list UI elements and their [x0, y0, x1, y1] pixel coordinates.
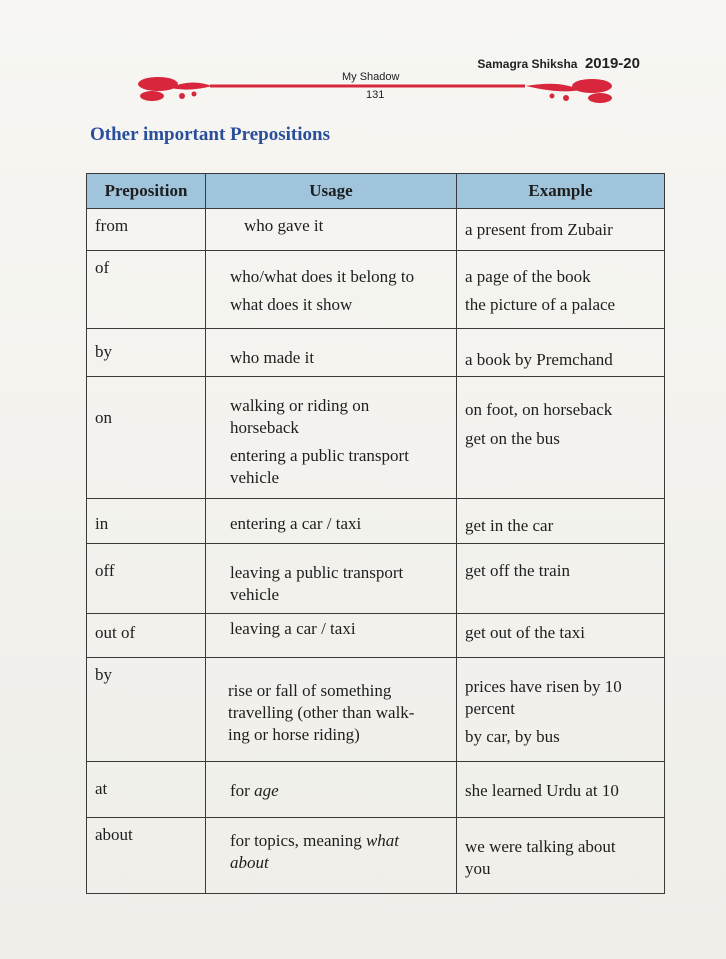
example-line: get in the car — [465, 516, 554, 535]
usage-emphasis-line: about — [230, 853, 269, 872]
example-cell — [457, 499, 665, 544]
header-preposition: Preposition — [87, 174, 206, 209]
usage-line: who made it — [230, 348, 315, 367]
prepositions-table — [86, 173, 665, 894]
usage-cell — [206, 251, 457, 329]
usage-cell — [206, 499, 457, 544]
book-title: My Shadow — [342, 71, 400, 83]
usage-line: what does it show — [230, 295, 353, 314]
preposition-cell: by — [87, 658, 206, 762]
usage-line: entering a public transport — [230, 446, 409, 465]
usage-cell — [206, 544, 457, 614]
table-row — [87, 499, 665, 544]
example-line: we were talking about — [465, 837, 616, 856]
table-header-row — [87, 174, 665, 209]
usage-cell — [206, 658, 457, 762]
usage-line — [230, 780, 448, 802]
running-header — [477, 55, 640, 73]
usage-cell — [206, 762, 457, 818]
preposition-cell: off — [87, 544, 206, 614]
example-cell — [457, 544, 665, 614]
preposition-cell: out of — [87, 614, 206, 658]
example-line: by car, by bus — [465, 727, 560, 746]
usage-line: entering a car / taxi — [230, 514, 362, 533]
example-cell — [457, 818, 665, 894]
ornament-right-flourish — [526, 79, 612, 103]
ornament-left-flourish — [138, 77, 212, 101]
preposition-cell: about — [87, 818, 206, 894]
usage-text: for topics, meaning — [230, 831, 362, 850]
usage-line: vehicle — [230, 468, 280, 487]
example-line: get on the bus — [465, 429, 560, 448]
usage-line: vehicle — [230, 585, 280, 604]
example-line: the picture of a palace — [465, 295, 616, 314]
example-line: get out of the taxi — [465, 623, 585, 642]
preposition-cell: at — [87, 762, 206, 818]
edition-year: 2019-20 — [584, 55, 640, 72]
preposition-cell: on — [87, 377, 206, 499]
example-line: you — [465, 859, 491, 878]
usage-line: leaving a car / taxi — [230, 619, 356, 638]
header-usage: Usage — [206, 174, 457, 209]
page-number: 131 — [366, 89, 385, 101]
usage-cell — [206, 818, 457, 894]
usage-line: ing or horse riding) — [228, 725, 360, 744]
table-row — [87, 614, 665, 658]
example-line: a present from Zubair — [465, 220, 613, 239]
usage-line: rise or fall of something — [228, 681, 392, 700]
table-row — [87, 329, 665, 377]
publisher-name: Samagra Shiksha — [477, 57, 578, 71]
usage-emphasis: what — [365, 831, 400, 850]
usage-cell — [206, 329, 457, 377]
example-line: a page of the book — [465, 267, 591, 286]
example-line: a book by Premchand — [465, 350, 613, 369]
usage-line — [230, 830, 448, 852]
preposition-cell: in — [87, 499, 206, 544]
table-row — [87, 544, 665, 614]
example-cell — [457, 209, 665, 251]
example-line: she learned Urdu at 10 — [465, 781, 619, 800]
example-line: prices have risen by 10 — [465, 677, 622, 696]
usage-cell — [206, 614, 457, 658]
usage-line: walking or riding on — [230, 396, 370, 415]
table-row — [87, 818, 665, 894]
usage-line: who/what does it belong to — [230, 267, 415, 286]
example-cell — [457, 251, 665, 329]
example-cell — [457, 614, 665, 658]
usage-cell — [206, 209, 457, 251]
usage-emphasis: age — [254, 781, 279, 800]
example-cell — [457, 762, 665, 818]
table-row — [87, 251, 665, 329]
usage-text: for — [230, 781, 250, 800]
example-line: get off the train — [465, 561, 570, 580]
example-cell — [457, 377, 665, 499]
usage-cell — [206, 377, 457, 499]
preposition-cell: of — [87, 251, 206, 329]
example-line: on foot, on horseback — [465, 400, 613, 419]
table-row — [87, 762, 665, 818]
example-cell — [457, 329, 665, 377]
section-title: Other important Prepositions — [90, 124, 330, 145]
preposition-cell: by — [87, 329, 206, 377]
table-row — [87, 209, 665, 251]
example-cell — [457, 658, 665, 762]
usage-line: who gave it — [244, 216, 324, 235]
usage-line: leaving a public transport — [230, 563, 404, 582]
usage-line: travelling (other than walk- — [228, 703, 415, 722]
usage-line: horseback — [230, 418, 299, 437]
example-line: percent — [465, 699, 516, 718]
header-example: Example — [457, 174, 665, 209]
table-row — [87, 658, 665, 762]
table-row — [87, 377, 665, 499]
preposition-cell: from — [87, 209, 206, 251]
